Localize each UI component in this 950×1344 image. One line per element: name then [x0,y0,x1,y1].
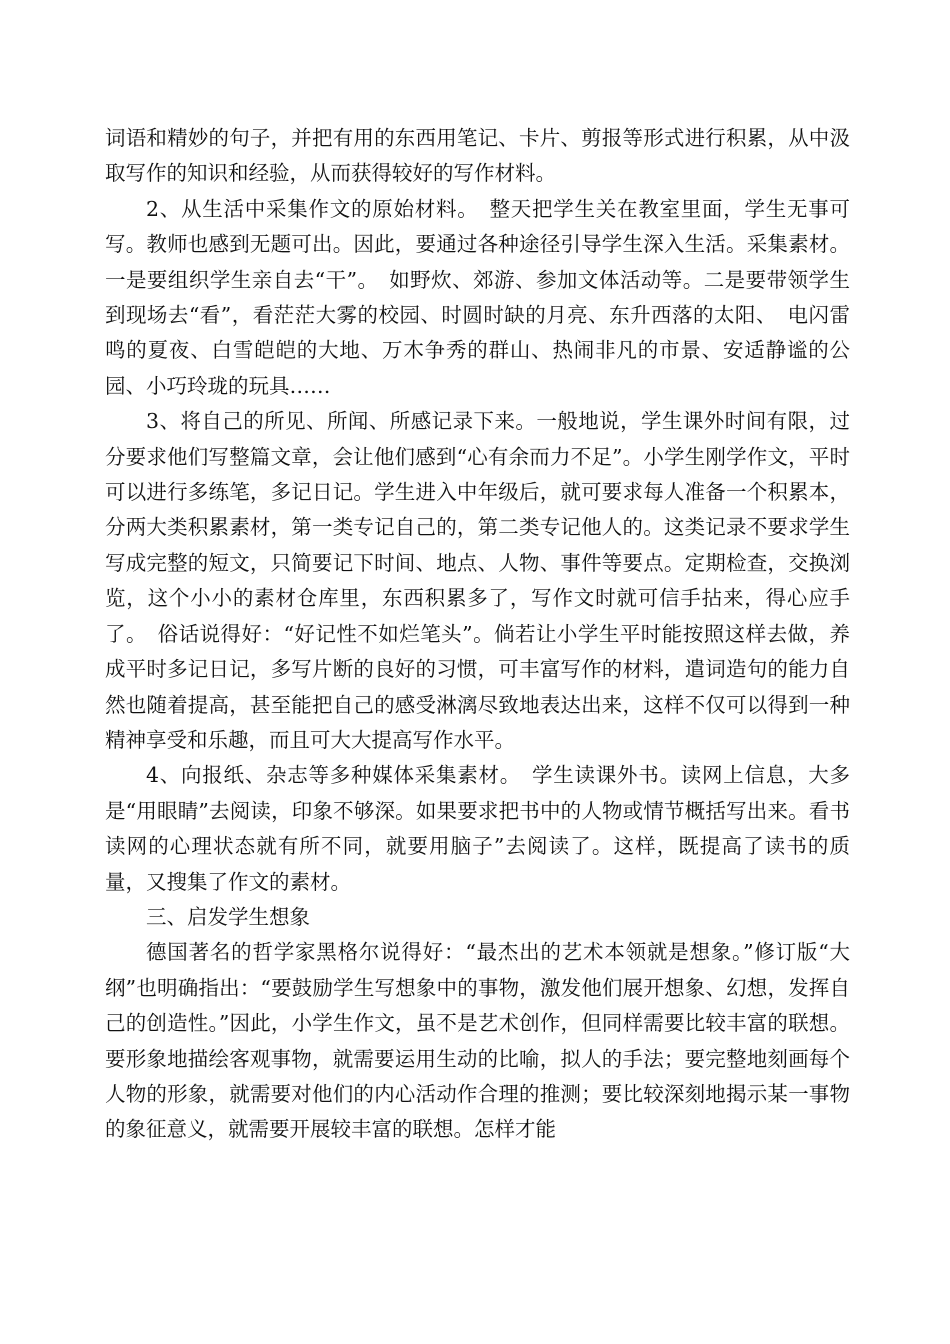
paragraph-media-materials: 4、向报纸、杂志等多种媒体采集素材。 学生读课外书。读网上信息，大多是“用眼睛”去阅读，印象不够深。如果要求把书中的人物或情节概括写出来。看书读网的心理状态就有所不同，就要用脑子”去阅读了。这样，既提高了读书的质量，又搜集了作文的素材。 [105,763,850,894]
paragraph-hegel-imagination: 德国著名的哲学家黑格尔说得好：“最杰出的艺术本领就是想象。”修订版“大纲”也明确指出：“要鼓励学生写想象中的事物，激发他们展开想象、幻想，发挥自己的创造性。”因此，小学生作文，虽不是艺术创作，但同样需要比较丰富的联想。要形象地描绘客观事物，就需要运用生动的比喻，拟人的手法；要完整地刻画每个人物的形象，就需要对他们的内心活动作合理的推测；要比较深刻地揭示某一事物的象征意义，就需要开展较丰富的联想。怎样才能 [105,940,850,1142]
paragraph-record-observations: 3、将自己的所见、所闻、所感记录下来。一般地说，学生课外时间有限，过分要求他们写整篇文章，会让他们感到“心有余而力不足”。小学生刚学作文，平时可以进行多练笔，多记日记。学生进入中年级后，就可要求每人准备一个积累本，分两大类积累素材，第一类专记自己的，第二类专记他人的。这类记录不要求学生写成完整的短文，只简要记下时间、地点、人物、事件等要点。定期检查，交换浏览，这个小小的素材仓库里，东西积累多了，写作文时就可信手拈来，得心应手了。 俗话说得好：“好记性不如烂笔头”。倘若让小学生平时能按照这样去做，养成平时多记日记，多写片断的良好的习惯，可丰富写作的材料，遣词造句的能力自然也随着提高，甚至能把自己的感受淋漓尽致地表达出来，这样不仅可以得到一种精神享受和乐趣，而且可大大提高写作水平。 [105,409,850,752]
paragraph-life-materials: 2、从生活中采集作文的原始材料。 整天把学生关在教室里面，学生无事可写。教师也感到无题可出。因此，要通过各种途径引导学生深入生活。采集素材。一是要组织学生亲自去“干”。 如野炊、郊游、参加文体活动等。二是要带领学生到现场去“看”，看茫茫大雾的校园、时圆时缺的月亮、东升西落的太阳、 电闪雷鸣的夏夜、白雪皑皑的大地、万木争秀的群山、热闹非凡的市景、安适静谧的公园、小巧玲珑的玩具…… [105,196,850,398]
section-heading-imagination: 三、启发学生想象 [146,904,310,929]
document-page [105,121,850,1148]
paragraph-continuation: 词语和精妙的句子，并把有用的东西用笔记、卡片、剪报等形式进行积累，从中汲取写作的知识和经验，从而获得较好的写作材料。 [105,126,850,186]
